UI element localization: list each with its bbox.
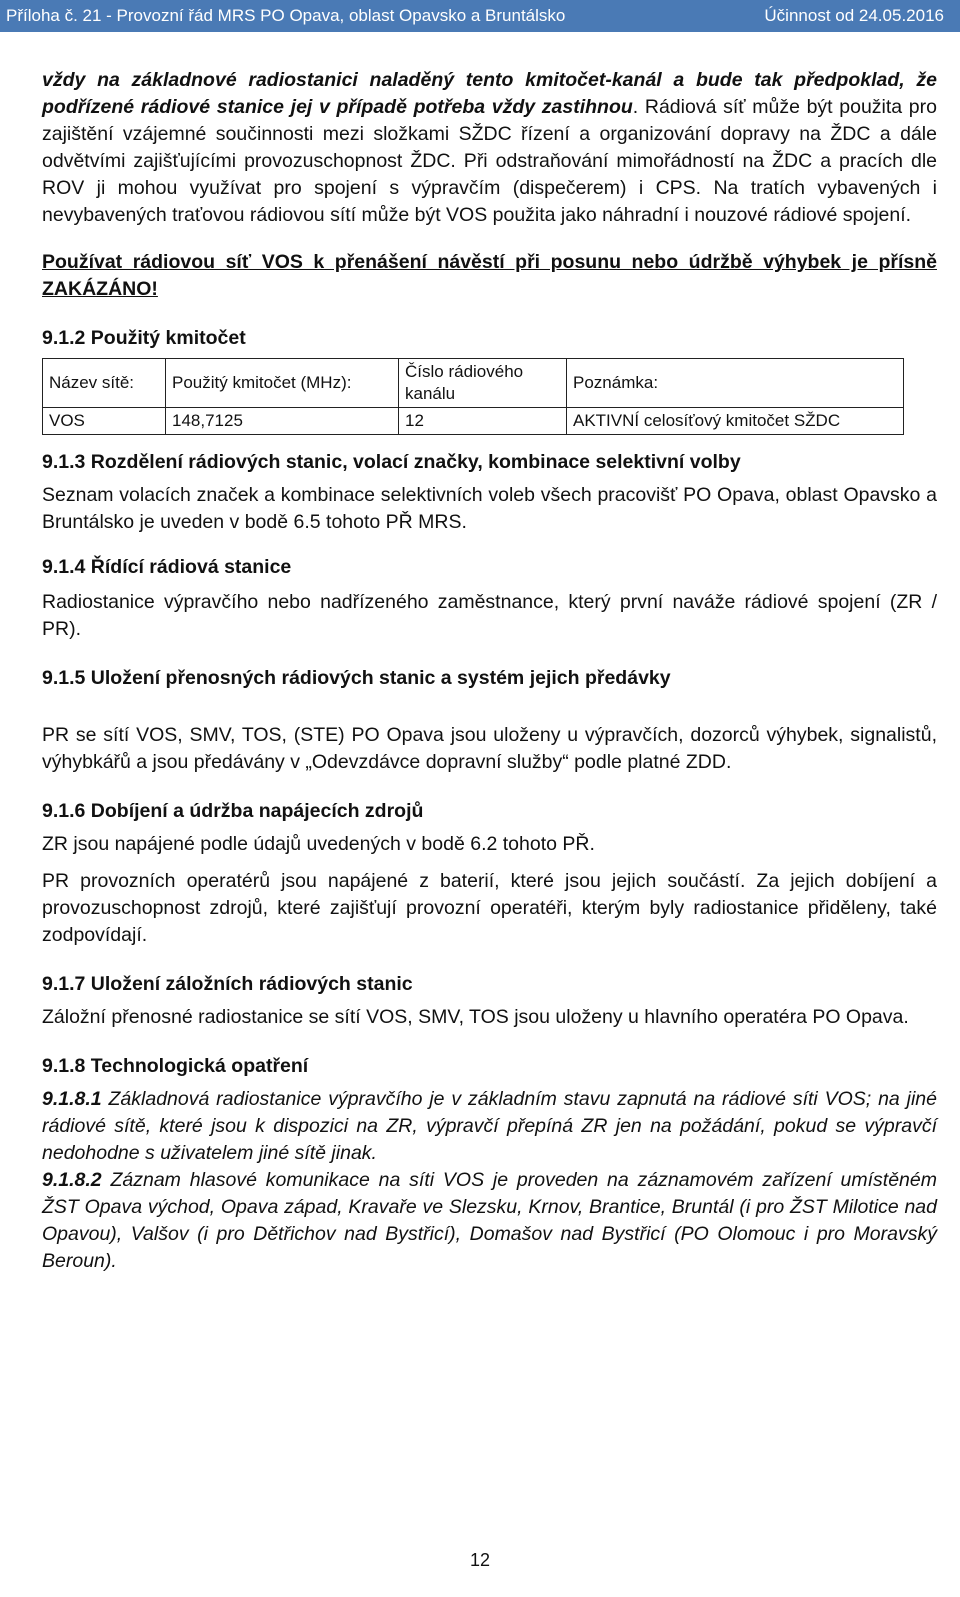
subsection-number: 9.1.8.2 [42,1169,102,1191]
section-heading-918: 9.1.8 Technologická opatření [42,1055,309,1077]
header-effective-date: Účinnost od 24.05.2016 [764,6,944,25]
section-text-917: Záložní přenosné radiostanice se sítí VOS, SMV, TOS jsou uloženy u hlavního operatéra PO Opava. [42,1006,909,1028]
subsection-9182 [42,1167,937,1275]
intro-emphasis: vždy na základnové radiostanici naladěný tento kmitočet-kanál a bude tak předpoklad, že podřízené rádiové stanice jej v případě potřeba vždy zastihnou [42,69,937,118]
section-text-914: Radiostanice výpravčího nebo nadřízeného zaměstnance, který první naváže rádiové spojení (ZR / PR). [42,591,937,640]
warning-text: Používat rádiovou síť VOS k přenášení návěstí při posunu nebo údržbě výhybek je přísně ZAKÁZÁNO! [42,251,937,300]
table-cell: VOS [43,408,166,435]
section-heading-912: 9.1.2 Použitý kmitočet [42,327,246,349]
page-header [0,0,960,32]
subsection-number: 9.1.8.1 [42,1088,102,1110]
frequency-table [42,358,904,435]
table-cell: AKTIVNÍ celosíťový kmitočet SŽDC [567,408,904,435]
subsection-text: Záznam hlasové komunikace na síti VOS je proveden na záznamovém zařízení umístěném ŽST Opava východ, Opava západ, Kravaře ve Slezsku, Krnov, Brantice, Bruntál (i pro ŽST Milotice nad Opavou), Valšov (i pro Dětřichov nad Bystřicí), Domašov nad Bystřicí (PO Olomouc i pro Moravský Beroun). [42,1169,937,1272]
table-header-cell: Použitý kmitočet (MHz): [166,359,399,408]
section-text-913: Seznam volacích značek a kombinace selektivních voleb všech pracovišť PO Opava, oblast Opavsko a Bruntálsko je uveden v bodě 6.5 tohoto PŘ MRS. [42,484,937,533]
section-heading-913: 9.1.3 Rozdělení rádiových stanic, volací značky, kombinace selektivní volby [42,451,741,473]
table-header-cell: Číslo rádiového kanálu [399,359,567,408]
intro-paragraph [42,67,937,229]
page-number: 12 [469,1550,491,1570]
section-text-916-a: ZR jsou napájené podle údajů uvedených v bodě 6.2 tohoto PŘ. [42,833,595,855]
section-heading-914: 9.1.4 Řídící rádiová stanice [42,556,292,578]
header-title: Příloha č. 21 - Provozní řád MRS PO Opava, oblast Opavsko a Bruntálsko [6,6,566,25]
table-row [43,408,904,435]
section-heading-915: 9.1.5 Uložení přenosných rádiových stanic a systém jejich předávky [42,667,671,689]
table-header-cell: Název sítě: [43,359,166,408]
table-header-cell: Poznámka: [567,359,904,408]
section-heading-916: 9.1.6 Dobíjení a údržba napájecích zdrojů [42,800,424,822]
table-cell: 12 [399,408,567,435]
table-header-row [43,359,904,408]
subsection-9181 [42,1086,937,1167]
section-heading-917: 9.1.7 Uložení záložních rádiových stanic [42,973,413,995]
document-body [42,67,937,1275]
section-text-915: PR se sítí VOS, SMV, TOS, (STE) PO Opava jsou uloženy u výpravčích, dozorců výhybek, signalistů, výhybkářů a jsou předávány v „Odevzdávce dopravní služby“ podle platné ZDD. [42,724,937,773]
subsection-text: Základnová radiostanice výpravčího je v základním stavu zapnutá na rádiové síti VOS; na jiné rádiové sítě, které jsou k dispozici na ZR, výpravčí přepíná ZR jen na požádání, pokud se výpravčí nedohodne s uživatelem jiné sítě jinak. [42,1088,937,1164]
section-text-916-b: PR provozních operatérů jsou napájené z baterií, které jsou jejich součástí. Za jejich dobíjení a provozuschopnost zdrojů, které zajišťují provozní operatéři, kterým byly radiostanice přiděleny, také zodpovídají. [42,870,937,946]
intro-text: . Rádiová síť může být použita pro zajištění vzájemné součinnosti mezi složkami SŽDC řízení a organizování dopravy na ŽDC a dále odvětvími zajišťujícími provozuschopnost ŽDC. Při odstraňování mimořádností na ŽDC a pracích dle ROV ji mohou využívat pro spojení s výpravčím (dispečerem) i CPS. Na tratích vybavených i nevybavených traťovou rádiovou sítí může být VOS použita jako náhradní i nouzové rádiové spojení. [42,96,937,226]
table-cell: 148,7125 [166,408,399,435]
